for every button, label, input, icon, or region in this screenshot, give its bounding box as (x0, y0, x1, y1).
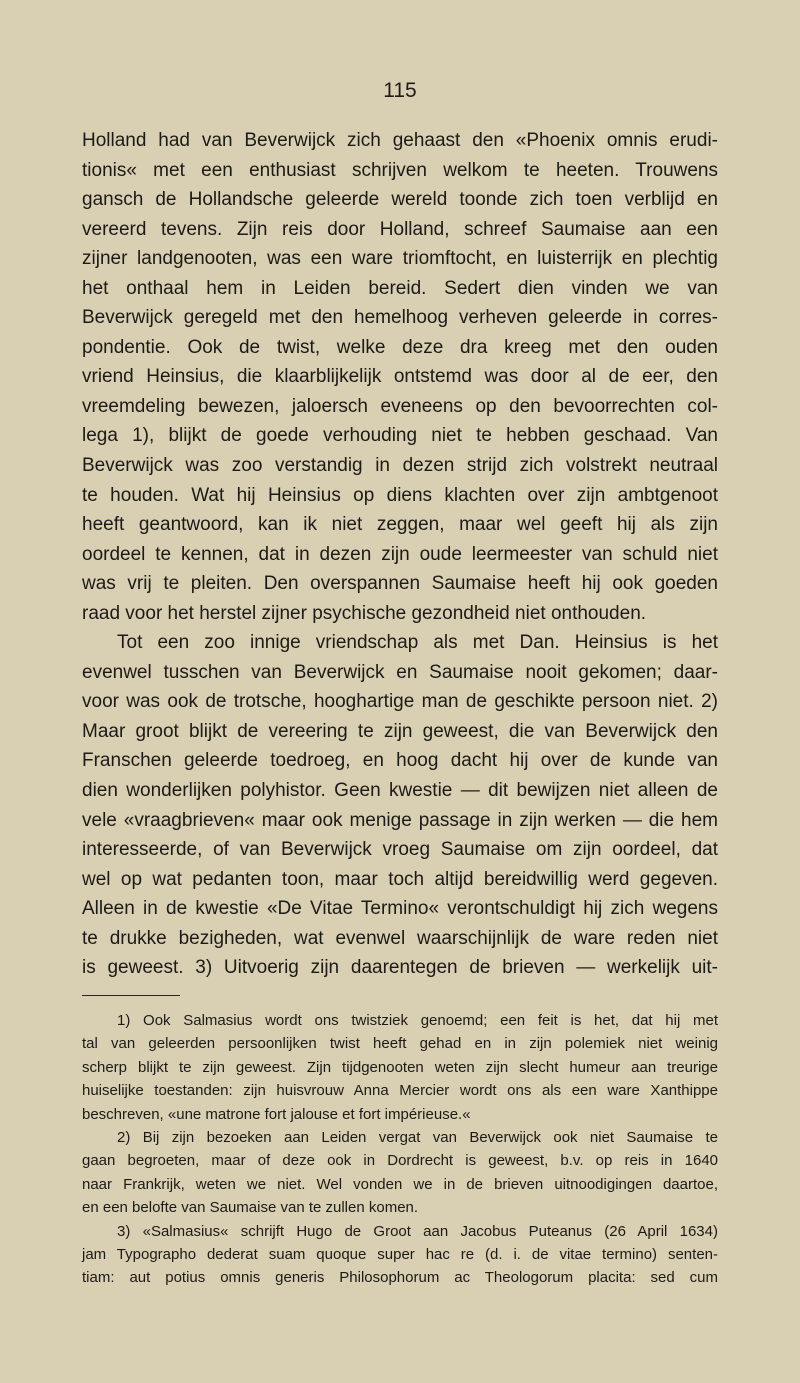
footnote-line: en een belofte van Saumaise van te zullen komen. (82, 1199, 419, 1217)
text-line: het onthaal hem in Leiden bereid. Sedert dien vinden we van (82, 277, 718, 299)
text-line: vriend Heinsius, die klaarblijkelijk ontstemd was door al de eer, den (82, 366, 718, 388)
text-line: voor was ook de trotsche, hooghartige man de geschikte persoon niet. 2) (82, 691, 718, 713)
text-line: gansch de Hollandsche geleerde wereld toonde zich toen verblijd en (82, 189, 718, 211)
footnotes (82, 1009, 718, 1290)
text-line: dien wonderlijken polyhistor. Geen kwestie — dit bewijzen niet alleen de (82, 780, 718, 802)
text-line: pondentie. Ook de twist, welke deze dra kreeg met den ouden (82, 336, 718, 358)
text-line: heeft geantwoord, kan ik niet zeggen, maar wel geeft hij als zijn (82, 514, 718, 536)
text-line: vreemdeling bewezen, jaloersch eveneens op den bevoorrechten col- (82, 395, 718, 417)
text-line: was vrij te pleiten. Den overspannen Saumaise heeft hij ook goeden (82, 573, 718, 595)
text-line: vereerd tevens. Zijn reis door Holland, schreef Saumaise aan een (82, 218, 718, 240)
text-line: tionis« met een enthusiast schrijven welkom te heeten. Trouwens (82, 159, 718, 181)
footnote-line: scherp blijkt te zijn geweest. Zijn tijdgenooten weten zijn slecht humeur aan treurige (82, 1058, 718, 1076)
text-line: Beverwijck geregeld met den hemelhoog verheven geleerde in corres- (82, 307, 718, 329)
footnote-line: huiselijke toestanden: zijn huisvrouw Anna Mercier wordt ons als een ware Xanthippe (82, 1082, 718, 1100)
text-line: te houden. Wat hij Heinsius op diens klachten over zijn ambtgenoot (82, 484, 718, 506)
footnote-line: 1) Ook Salmasius wordt ons twistziek genoemd; een feit is het, dat hij met (117, 1012, 718, 1029)
text-line: te drukke bezigheden, wat evenwel waarschijnlijk de ware reden niet (82, 927, 718, 949)
footnote-line: tal van geleerden persoonlijken twist heeft gehad en in zijn polemiek niet weinig (82, 1035, 718, 1053)
text-line: oordeel te kennen, dat in dezen zijn oude leermeester van schuld niet (82, 543, 718, 565)
text-line: zijner landgenooten, was een ware triomftocht, en luisterrijk en plechtig (82, 248, 718, 270)
text-line: wel op wat pedanten toon, maar toch altijd bereidwillig werd gegeven. (82, 868, 718, 890)
text-line: is geweest. 3) Uitvoerig zijn daarentegen de brieven — werkelijk uit- (82, 957, 718, 979)
main-text (82, 126, 718, 983)
footnote-line: 3) «Salmasius« schrijft Hugo de Groot aan Jacobus Puteanus (26 April 1634) (117, 1222, 718, 1240)
text-line: Beverwijck was zoo verstandig in dezen strijd zich volstrekt neutraal (82, 455, 718, 477)
text-line: evenwel tusschen van Beverwijck en Saumaise nooit gekomen; daar- (82, 661, 718, 683)
text-line: Franschen geleerde toedroeg, en hoog dacht hij over de kunde van (82, 750, 718, 772)
text-line: Alleen in de kwestie «De Vitae Termino« verontschuldigt hij zich wegens (82, 898, 718, 920)
footnote-line: tiam: aut potius omnis generis Philosophorum ac Theologorum placita: sed cum (82, 1269, 718, 1287)
text-line: interesseerde, of van Beverwijck vroeg Saumaise om zijn oordeel, dat (82, 839, 718, 861)
footnote-separator (82, 995, 180, 996)
footnote-line: gaan begroeten, maar of deze ook in Dordrecht is geweest, b.v. op reis in 1640 (82, 1152, 718, 1170)
text-line: raad voor het herstel zijner psychische gezondheid niet onthouden. (82, 602, 647, 624)
text-line: vele «vraagbrieven« maar ook menige passage in zijn werken — die hem (82, 809, 718, 831)
footnote-line: 2) Bij zijn bezoeken aan Leiden vergat van Beverwijck ook niet Saumaise te (117, 1128, 718, 1146)
text-line: Holland had van Beverwijck zich gehaast den «Phoenix omnis erudi- (82, 130, 718, 151)
footnote-line: jam Typographo dederat suam quoque super hac re (d. i. de vitae termino) senten- (82, 1245, 718, 1263)
text-line: Maar groot blijkt de vereering te zijn geweest, die van Beverwijck den (82, 720, 718, 742)
page-number: 115 (383, 79, 417, 102)
text-line: lega 1), blijkt de goede verhouding niet te hebben geschaad. Van (82, 425, 718, 447)
text-line: Tot een zoo innige vriendschap als met Dan. Heinsius is het (117, 632, 718, 654)
footnote-line: beschreven, «une matrone fort jalouse et fort impérieuse.« (82, 1105, 471, 1123)
footnote-line: naar Frankrijk, weten we niet. Wel vonden we in de brieven uitnoodigingen daartoe, (82, 1175, 718, 1193)
